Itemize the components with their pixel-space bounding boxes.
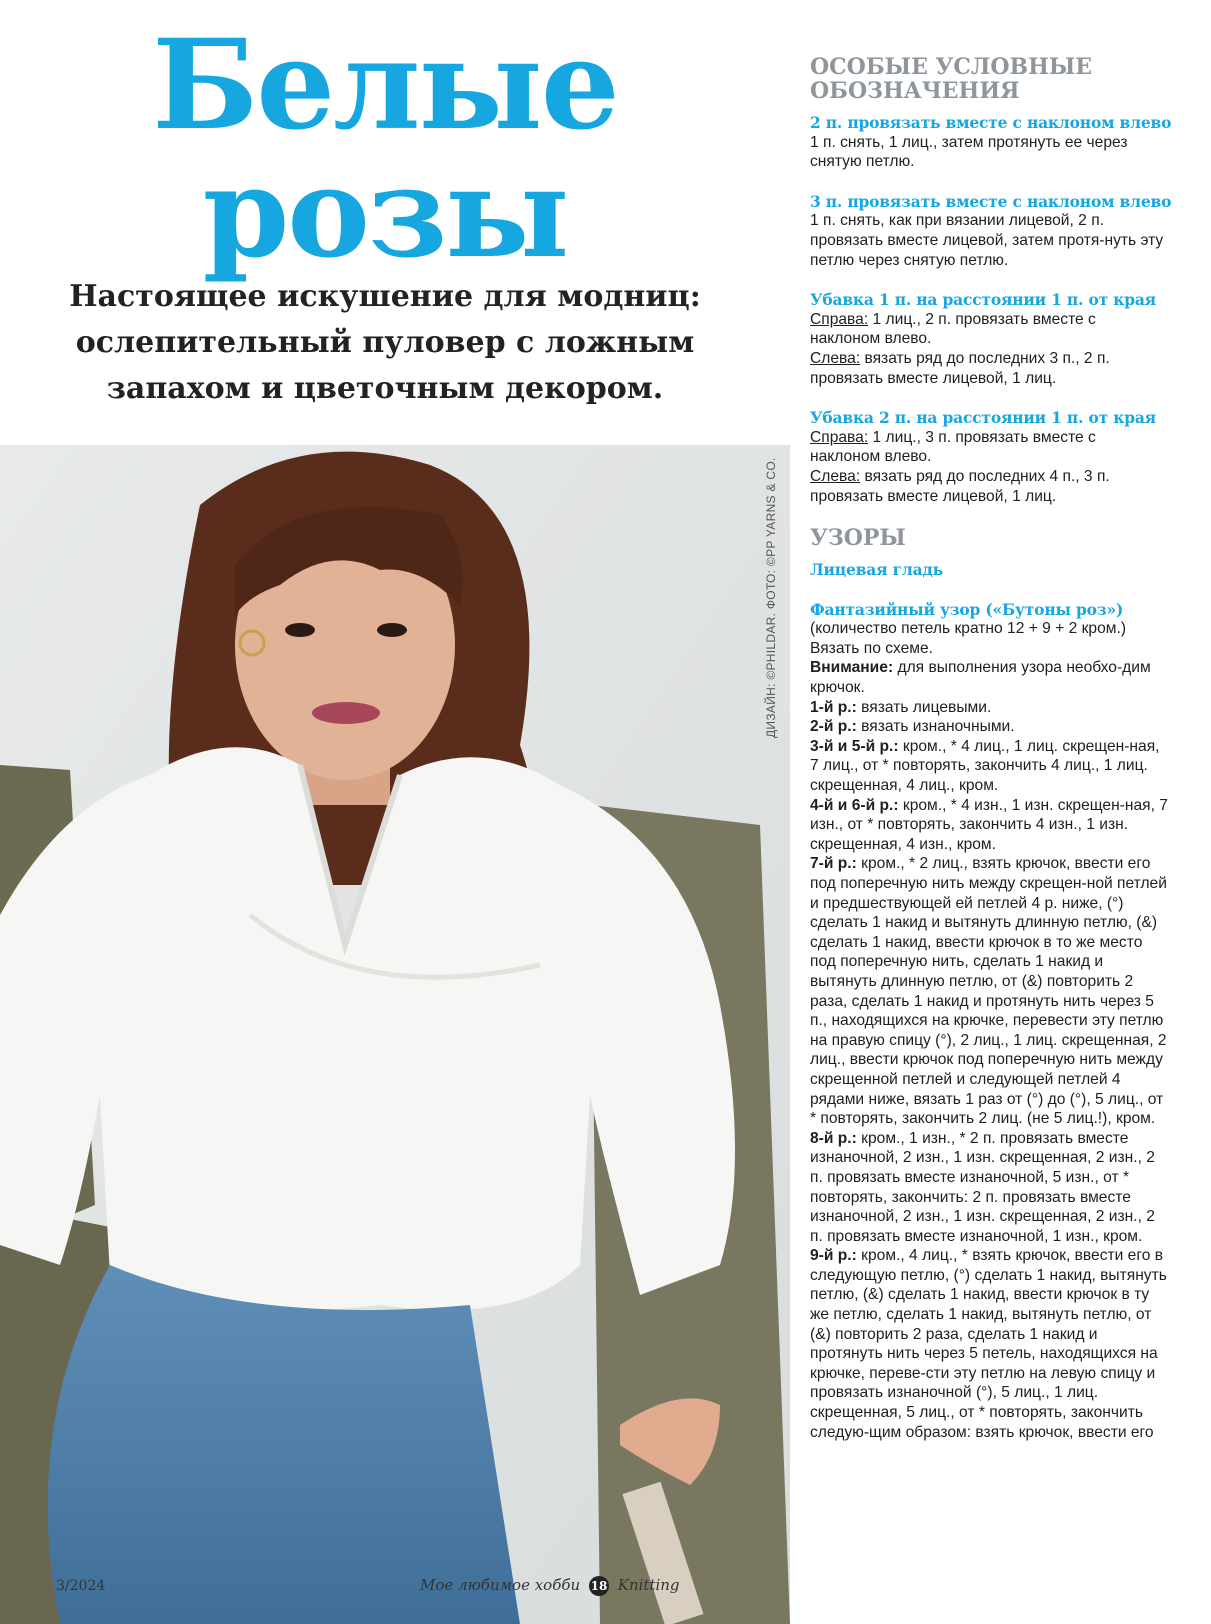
notation-text: Слева: вязать ряд до последних 3 п., 2 п. провязать вместе лицевой, 1 лиц.	[810, 349, 1110, 387]
pattern-block	[810, 560, 1170, 580]
notation-text: Справа: 1 лиц., 2 п. провязать вместе с наклоном влево.	[810, 310, 1096, 348]
notation-block	[810, 192, 1170, 270]
article-title	[0, 13, 770, 286]
pattern-intro: (количество петель кратно 12 + 9 + 2 кром.) Вязать по схеме.	[810, 620, 1127, 657]
notation-title: Убавка 1 п. на расстоянии 1 п. от края	[810, 290, 1156, 310]
pattern-block	[810, 600, 1170, 1443]
pattern-title: Лицевая гладь	[810, 560, 943, 580]
notation-title: Убавка 2 п. на расстоянии 1 п. от края	[810, 408, 1156, 428]
notation-text: 1 п. снять, как при вязании лицевой, 2 п. провязать вместе лицевой, затем протя-нуть эту петлю через снятую петлю.	[810, 212, 1164, 269]
section-name: Knitting	[617, 1576, 680, 1594]
issue-number: 3/2024	[56, 1578, 106, 1594]
photo-credit: ДИЗАЙН: ©PHILDAR. ФОТО: ©PP YARNS & CO.	[764, 457, 778, 738]
notation-text: Справа: 1 лиц., 3 п. провязать вместе с наклоном влево.	[810, 428, 1096, 466]
notation-block	[810, 113, 1170, 172]
notation-block	[810, 408, 1170, 506]
page-number: 18	[589, 1576, 609, 1596]
pattern-title: Фантазийный узор («Бутоны роз»)	[810, 599, 1124, 619]
title-line-2: розы	[202, 141, 568, 286]
page-footer	[420, 1576, 680, 1596]
title-line-1: Белые	[152, 13, 618, 158]
article-subtitle: Настоящее искушение для модниц: ослепительный пуловер с ложным запахом и цветочным декором.	[69, 279, 701, 406]
pattern-row: 4-й и 6-й р.: кром., * 4 изн., 1 изн. скрещен-ная, 7 изн., от * повторять, закончить 4 изн., 1 изн. скрещенная, 4 изн., кром.	[810, 796, 1168, 853]
instructions-column	[810, 55, 1170, 1442]
pattern-row: 1-й р.: вязать лицевыми.	[810, 698, 992, 716]
special-notations-heading: ОСОБЫЕ УСЛОВНЫЕ ОБОЗНАЧЕНИЯ	[810, 54, 1093, 104]
notation-text: 1 п. снять, 1 лиц., затем протянуть ее через снятую петлю.	[810, 133, 1128, 171]
notation-title: 2 п. провязать вместе с наклоном влево	[810, 113, 1172, 132]
pattern-row: 9-й р.: кром., 4 лиц., * взять крючок, ввести его в следующую петлю, (°) сделать 1 накид, вытянуть петлю, (&) сделать 1 накид, ввести крючок в ту же петлю, сделать 1 накид, вытянуть петлю, от (&) повторить 2 раза, сделать 1 накид и протянуть нить через 5 петель, находящихся на крючке, переве-сти эту петлю на левую спицу и провязать изнаночной (°), 5 лиц., 1 лиц. скрещенная, 5 лиц., от * повторять, закончить следую-щим образом: взять крючок, ввести его	[810, 1247, 1167, 1441]
notation-block	[810, 290, 1170, 388]
pattern-row: 3-й и 5-й р.: кром., * 4 лиц., 1 лиц. скрещен-ная, 7 лиц., от * повторять, закончить 4 лиц., 1 лиц. скрещенная, 4 лиц., кром.	[810, 737, 1160, 795]
pattern-row: 2-й р.: вязать изнаночными.	[810, 718, 1015, 736]
magazine-name: Мое любимое хобби	[420, 1576, 581, 1594]
attention-note: Внимание: для выполнения узора необхо-дим крючок.	[810, 659, 1151, 697]
notation-title: 3 п. провязать вместе с наклоном влево	[810, 191, 1172, 211]
notation-text: Слева: вязать ряд до последних 4 п., 3 п. провязать вместе лицевой, 1 лиц.	[810, 467, 1110, 505]
patterns-heading: УЗОРЫ	[810, 525, 906, 552]
model-photo	[0, 445, 790, 1624]
pattern-row: 8-й р.: кром., 1 изн., * 2 п. провязать вместе изнаночной, 2 изн., 1 изн. скрещенная, 2 изн., 2 п. провязать вместе изнаночной, 5 изн., от * повторять, закончить: 2 п. провязать вместе изнаночной, 2 изн., 1 изн. скрещенная, 2 изн., 2 п. провязать вместе изнаночной, 1 изн., кром.	[810, 1129, 1155, 1245]
pattern-row: 7-й р.: кром., * 2 лиц., взять крючок, ввести его под поперечную нить между скрещен-ной петлей и предшествующей ей петлей 4 р. ниже, (°) сделать 1 накид и вытянуть длинную петлю, (&) сделать 1 накид, ввести крючок в то же место под поперечную нить, сделать 1 накид и вытянуть длинную петлю, от (&) повторить 2 раза, сделать 1 накид и протянуть нить через 5 п., находящихся на крючке, перевести эту петлю на правую спицу (°), 2 лиц., 1 лиц. скрещенная, 2 лиц., ввести крючок под поперечную нить между скрещенной петлей и следующей петлей 4 рядами ниже, вязать 1 раз от (°) до (°), 5 лиц., от * повторять, закончить 2 лиц. (не 5 лиц.!), кром.	[810, 855, 1167, 1128]
